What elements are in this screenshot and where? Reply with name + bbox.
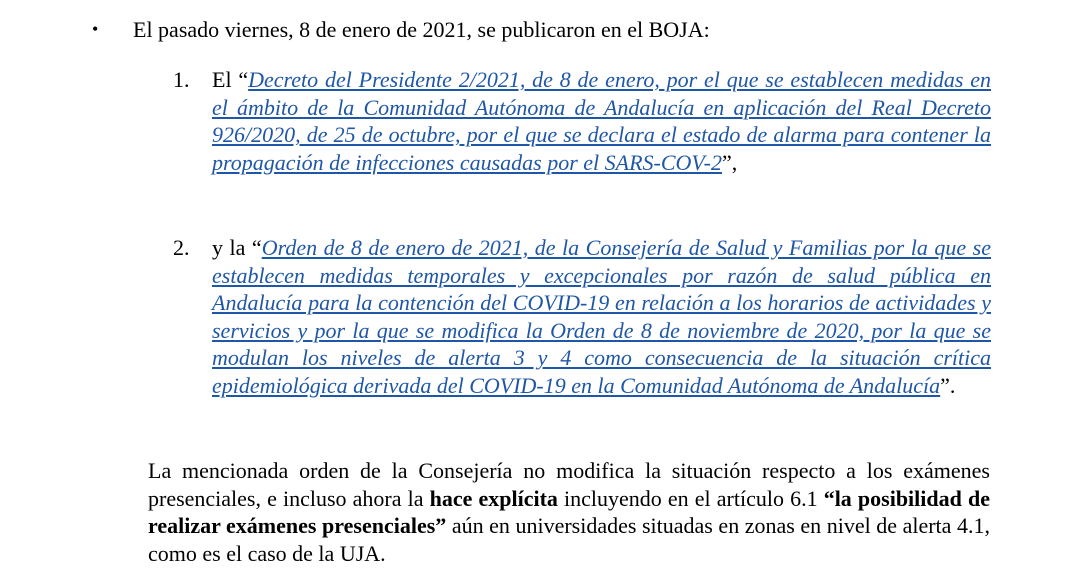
list-item-suffix: ”, bbox=[722, 149, 738, 175]
list-item-suffix: ”. bbox=[940, 372, 956, 398]
paragraph-bold-1: hace explícita bbox=[429, 485, 558, 511]
list-item-prefix: El “ bbox=[212, 67, 249, 92]
paragraph-text-1: La mencionada orden de la Consejería no modifica la situación respecto a los exámenes presenciales, e incluso ahora la bbox=[148, 458, 990, 511]
list-item-number: 2. bbox=[173, 235, 190, 260]
bullet-text: El pasado viernes, 8 de enero de 2021, se publicaron en el BOJA: bbox=[133, 17, 710, 42]
list-item-prefix: y la “ bbox=[212, 235, 262, 260]
list-item-body bbox=[212, 66, 991, 176]
paragraph-text-2: incluyendo en el artículo 6.1 bbox=[557, 485, 824, 511]
decreto-link[interactable]: Decreto del Presidente 2/2021, de 8 de enero, por el que se establecen medidas en el ámbito de la Comunidad Autónoma de Andalucía en aplicación del Real Decreto 926/2020, de 25 de octubre, por el que se declara el estado de alarma para contener la propagación de infecciones causadas por el SARS-COV-2 bbox=[212, 67, 991, 175]
paragraph-text-3: aún en universidades situadas en zonas en nivel de alerta 4.1, como es el caso de la UJA. bbox=[148, 513, 990, 566]
orden-link[interactable]: Orden de 8 de enero de 2021, de la Consejería de Salud y Familias por la que se establecen medidas temporales y excepcionales por razón de salud pública en Andalucía para la contención del COVID-19 en relación a los horarios de actividades y servicios y por la que se modifica la Orden de 8 de noviembre de 2020, por la que se modulan los niveles de alerta 3 y 4 como consecuencia de la situación crítica epidemiológica derivada del COVID-19 en la Comunidad Autónoma de Andalucía bbox=[212, 235, 991, 398]
bullet-point-icon: • bbox=[92, 19, 99, 39]
body-paragraph bbox=[148, 457, 990, 567]
list-item-body bbox=[212, 234, 991, 400]
list-item-number: 1. bbox=[173, 67, 190, 92]
paragraph-bold-quote: “la posibilidad de realizar exámenes presenciales” bbox=[148, 485, 990, 539]
